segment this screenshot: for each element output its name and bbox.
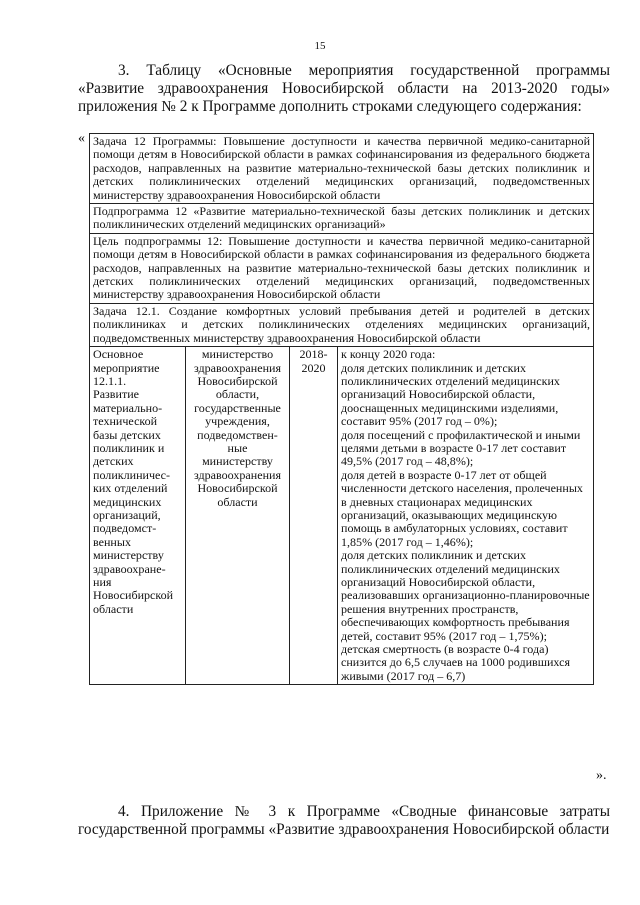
period-cell: 2018- 2020 (290, 347, 338, 685)
outro-paragraph: 4. Приложение № 3 к Программе «Сводные финансовые затраты государственной программы «Развитие здравоохранения Новосибирской области (78, 803, 610, 838)
executor-cell: министерство здравоохранения Новосибирской области, государственные учреждения, подведомствен- ные министерству здравоохранения Новосибирской области (186, 347, 290, 685)
table-row (90, 134, 594, 204)
task-12-1-cell: Задача 12.1. Создание комфортных условий пребывания детей и родителей в детских поликлиниках и детских поликлинических отделениях медицинских организаций, подведомственных министерству здравоохранения Новосибирской области (90, 303, 594, 346)
activity-name-cell: Основное мероприятие 12.1.1. Развитие материально- технической базы детских поликлиник и детских поликлиничес- ких отделений медицинских организаций, подведомст- венных министерству здравоохране- ния Новосибирской области (90, 347, 186, 685)
intro-paragraph: 3. Таблицу «Основные мероприятия государственной программы «Развитие здравоохранения Новосибирской области на 2013-2020 годы» приложения № 2 к Программе дополнить строками следующего содержания: (78, 62, 610, 115)
opening-quote: « (78, 131, 85, 146)
table-row (90, 303, 594, 346)
expected-results-cell: к концу 2020 года: доля детских поликлиник и детских поликлинических отделений медицинских организаций Новосибирской области, дооснащенных медицинскими изделиями, составит 95% (2017 год – 0%); доля посещений с профилактической и иными целями детьми в возрасте 0-17 лет составит 49,5% (2017 год – 48,8%); доля детей в возрасте 0-17 лет от общей численности детского населения, пролеченных в дневных стационарах медицинских организаций, оказывающих медицинскую помощь в амбулаторных условиях, составит 1,85% (2017 год – 1,46%); доля детских поликлиник и детских поликлинических отделений медицинских организаций Новосибирской области, реализовавших организационно-планировочные решения внутренних пространств, обеспечивающих комфортность пребывания детей, составит 95% (2017 год – 1,75%); детская смертность (в возрасте 0-4 года) снизится до 6,5 случаев на 1000 родившихся живыми (2017 год – 6,7) (338, 347, 594, 685)
page-number: 15 (314, 40, 326, 52)
subprogram-12-cell: Подпрограмма 12 «Развитие материально-технической базы детских поликлиник и детских поликлинических отделений медицинских организаций» (90, 204, 594, 234)
program-activities-table (89, 133, 594, 685)
table-row (90, 347, 594, 685)
table-row (90, 204, 594, 234)
goal-12-cell: Цель подпрограммы 12: Повышение доступности и качества первичной медико-санитарной помощи детям в Новосибирской области в рамках софинансирования из федерального бюджета расходов, направленных на развитие материально-технической базы детских поликлиник и детских поликлинических отделений медицинских организаций, подведомственных министерству здравоохранения Новосибирской области (90, 233, 594, 303)
closing-quote: ». (596, 768, 607, 783)
task-12-cell: Задача 12 Программы: Повышение доступности и качества первичной медико-санитарной помощи детям в Новосибирской области в рамках софинансирования из федерального бюджета расходов, направленных на развитие материально-технической базы детских поликлиник и детских поликлинических отделений медицинских организаций, подведомственных министерству здравоохранения Новосибирской области (90, 134, 594, 204)
table-row (90, 233, 594, 303)
